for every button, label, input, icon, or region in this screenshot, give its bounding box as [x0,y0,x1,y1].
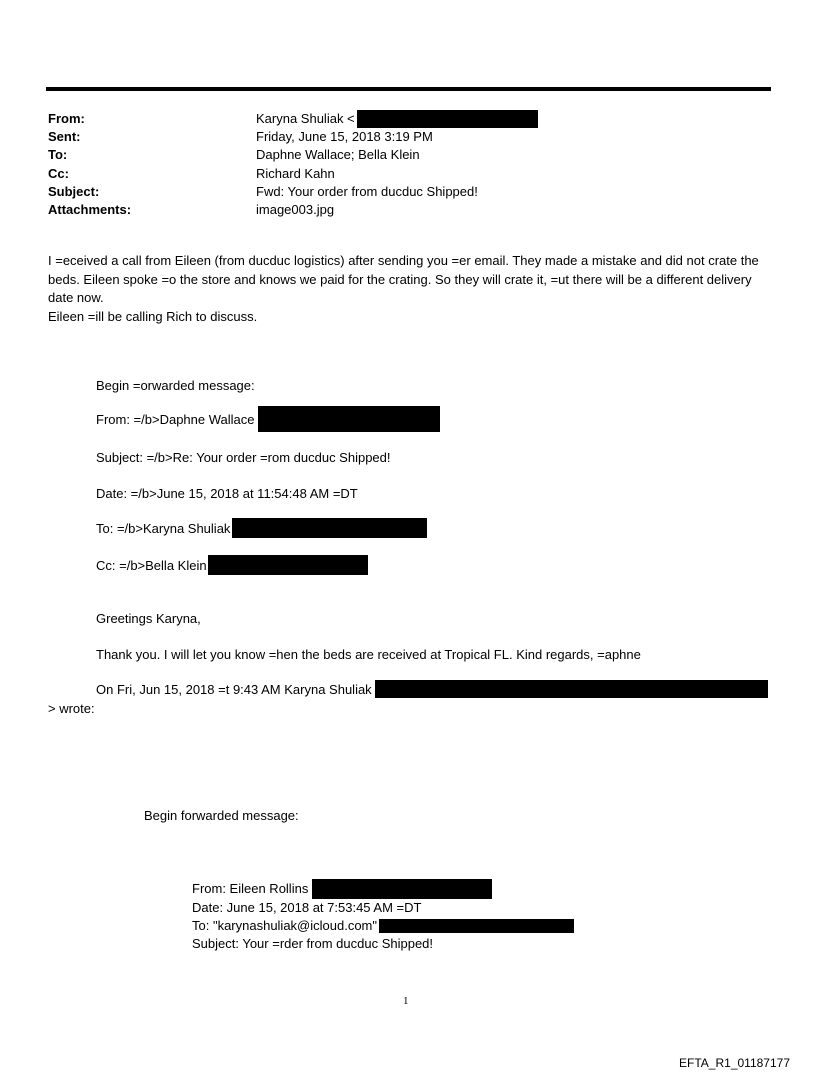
subject-value: Fwd: Your order from ducduc Shipped! [256,183,478,199]
body-paragraph: I =eceived a call from Eileen (from ducduc logistics) after sending you =er email. They made a mistake and did not crate the beds. Eileen spoke =o the store and knows we paid for the crating. So they will crate it, =ut there will be a different delivery date now. [48,253,759,305]
forward-to: To: =/b>Karyna Shuliak [96,520,231,536]
forward-from-line [96,406,440,432]
forward2-subject: Subject: Your =rder from ducduc Shipped! [192,936,434,952]
header-from-row [48,110,538,128]
forward-wrote: > wrote: [48,701,95,716]
attachment-link[interactable]: image003.jpg [256,202,335,218]
from-value: Karyna Shuliak < [256,111,355,126]
bates-number: EFTA_R1_01187177 [679,1056,790,1070]
header-sent-row [48,128,538,146]
forward-greeting: Greetings Karyna, [96,611,201,626]
header-to-row [48,146,538,164]
header-rule [46,87,771,91]
redaction-box [312,879,492,899]
redaction-box [258,406,440,432]
forward-on-line [96,680,768,698]
forward-cc: Cc: =/b>Bella Klein [96,557,207,573]
header-cc-row [48,165,538,183]
forward-begin: Begin =orwarded message: [96,378,255,393]
header-attachments-row [48,201,538,219]
forward-cc-line [96,555,368,575]
cc-label: Cc: [48,165,69,181]
subject-label: Subject: [48,183,100,199]
forward2-begin: Begin forwarded message: [144,808,299,823]
redaction-box [208,555,368,575]
redaction-box [379,919,574,933]
forward-subject: Subject: =/b>Re: Your order =rom ducduc Shipped! [96,450,391,465]
attachments-label: Attachments: [48,202,132,218]
header-subject-row [48,183,538,201]
from-label: From: [48,111,85,126]
forward2-from: From: Eileen Rollins [192,880,309,896]
forward-to-line [96,518,427,538]
forward2-from-line [192,879,574,899]
forward2-date: Date: June 15, 2018 at 7:53:45 AM =DT [192,900,422,915]
email-header [48,110,538,219]
email-body [48,252,768,326]
forward-date: Date: =/b>June 15, 2018 at 11:54:48 AM =DT [96,486,358,501]
redaction-box [375,680,768,698]
forward-from: From: =/b>Daphne Wallace [96,411,255,427]
sent-value: Friday, June 15, 2018 3:19 PM [256,129,433,145]
forward2-header [192,879,574,954]
redaction-box [357,110,538,128]
redaction-box [232,518,427,538]
to-value: Daphne Wallace; Bella Klein [256,147,420,163]
to-label: To: [48,147,68,163]
page-number: 1 [403,995,409,1007]
cc-value: Richard Kahn [256,165,335,181]
body-line: Eileen =ill be calling Rich to discuss. [48,308,258,324]
forward-on-text: On Fri, Jun 15, 2018 =t 9:43 AM Karyna Shuliak [96,681,372,697]
forward2-to-line [192,917,574,935]
forward2-to: To: "karynashuliak@icloud.com" [192,918,378,934]
sent-label: Sent: [48,129,81,145]
forward-message: Thank you. I will let you know =hen the beds are received at Tropical FL. Kind regards, =aphne [96,647,641,662]
